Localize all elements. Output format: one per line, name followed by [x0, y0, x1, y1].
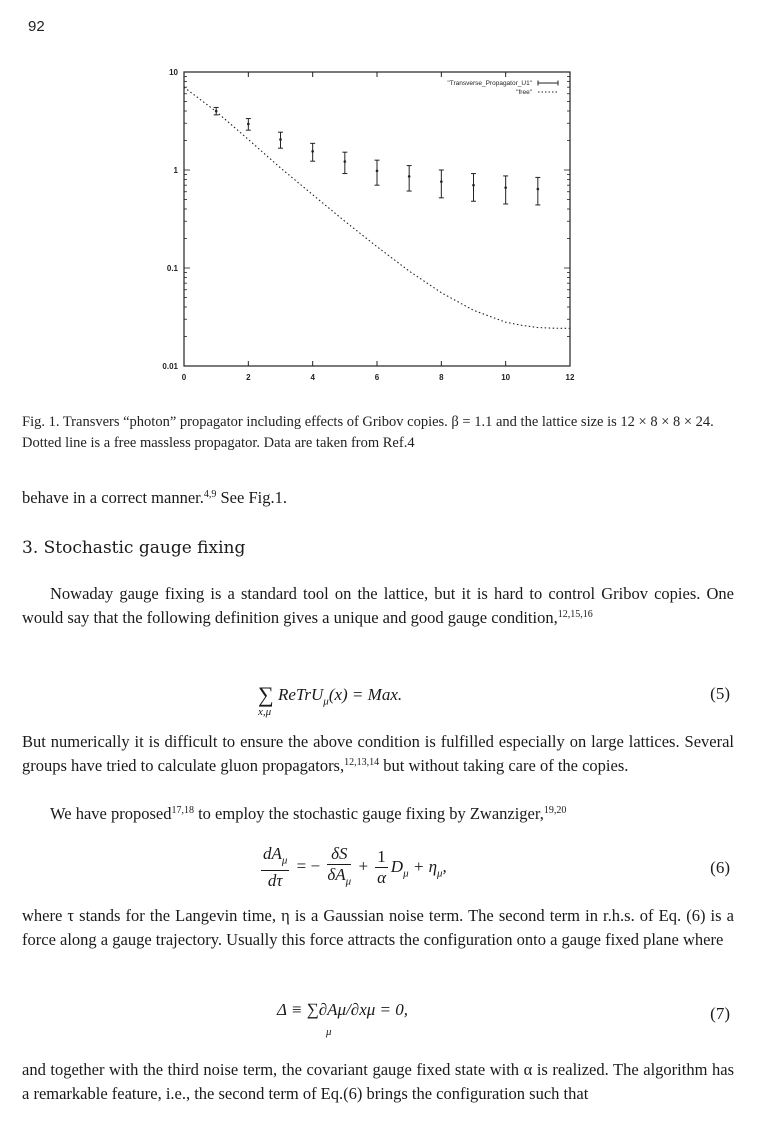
legend-label: "Transverse_Propagator_U1" — [447, 80, 532, 87]
x-tick-label: 10 — [501, 373, 511, 382]
eq7-body: Δ ≡ ∑∂Aμ/∂xμ = 0, — [277, 1000, 409, 1019]
data-point — [344, 160, 347, 163]
data-point — [440, 180, 443, 183]
x-tick-label: 8 — [439, 373, 444, 382]
equation-5 — [22, 676, 734, 716]
data-point — [279, 138, 282, 141]
paragraph-text: behave in a correct manner. — [22, 488, 204, 507]
citation-ref: 4,9 — [203, 489, 217, 500]
x-tick-label: 0 — [181, 373, 187, 382]
y-tick-label: 0.01 — [162, 362, 178, 371]
paragraph-gauge-fixing — [22, 582, 734, 630]
y-tick-label: 1 — [173, 166, 178, 175]
equation-6: $\frac{dA_\mu}{d\tau}$ = − $\frac{\delta S}{\delta A_\mu}$ + $\frac{1}{\alpha}$ $D_\mu + \eta_\mu$, (6) — [263, 844, 730, 891]
data-point — [408, 175, 411, 178]
paragraph-text: We have proposed — [50, 804, 172, 823]
legend-label: "free" — [516, 89, 532, 96]
paragraph-langevin: where τ stands for the Langevin time, η is a Gaussian noise term. The second term in r.h.s. of Eq. (6) is a force along a gauge trajectory. Usually this force attracts the configuration onto a gauge fixed plane where — [22, 906, 734, 949]
citation-ref: 12,15,16 — [557, 609, 593, 620]
eq5-lhs: ReTrU — [277, 685, 324, 704]
propagator-figure — [150, 62, 590, 392]
citation-ref: 19,20 — [543, 805, 567, 816]
data-point — [247, 123, 250, 126]
eq7-sum-index: μ — [326, 1026, 332, 1038]
eq5-subscript: μ — [323, 695, 329, 708]
eq6-fraction-alpha: $\frac{1}{\alpha}$ — [377, 847, 386, 888]
equation-number: (6) — [710, 858, 730, 877]
free-propagator-line — [184, 87, 570, 328]
paragraph-text: but without taking care of the copies. — [379, 756, 629, 775]
data-point — [504, 186, 507, 189]
paragraph-numerical — [22, 730, 734, 778]
paragraph-proposal — [22, 802, 734, 826]
eq6-fraction-dS: $\frac{\delta S}{\delta A_\mu}$ — [327, 844, 352, 888]
x-tick-label: 2 — [246, 373, 251, 382]
paragraph-continuation — [22, 486, 734, 510]
data-point — [376, 170, 379, 173]
paragraph-text: to employ the stochastic gauge fixing by Zwanziger, — [193, 804, 544, 823]
paragraph-text: But numerically it is difficult to ensure the above condition is fulfilled especially on large lattices. Several groups have tried to calculate gluon propagators, — [22, 732, 734, 775]
paragraph-algorithm: and together with the third noise term, the covariant gauge fixed state with α is realized. The algorithm has a remarkable feature, i.e., the second term of Eq.(6) brings the configuration such that — [22, 1060, 734, 1103]
y-tick-label: 0.1 — [166, 264, 178, 273]
data-point — [472, 184, 475, 187]
eq6-fraction-dA: $\frac{dA_\mu}{d\tau}$ — [263, 844, 288, 891]
x-tick-label: 6 — [374, 373, 380, 382]
eq5-sum-index: x,μ — [258, 706, 272, 718]
propagator-chart — [150, 62, 590, 392]
sum-symbol: ∑ — [258, 682, 274, 707]
equation-number: (5) — [710, 684, 730, 703]
eq5-rhs: (x) = Max. — [328, 685, 403, 704]
x-tick-label: 12 — [565, 373, 575, 382]
equation-number: (7) — [710, 1004, 730, 1023]
plot-frame — [184, 72, 570, 366]
figure-caption: Fig. 1. Transvers “photon” propagator including effects of Gribov copies. β = 1.1 and the lattice size is 12 × 8 × 8 × 24. Dotted line is a free massless propagator. Data are taken from Ref.4 — [22, 414, 714, 451]
citation-ref: 17,18 — [171, 805, 194, 816]
equation-7 — [22, 996, 734, 1036]
citation-ref: 12,13,14 — [344, 757, 380, 768]
data-point — [215, 110, 218, 113]
y-tick-label: 10 — [169, 68, 178, 77]
page-number: 92 — [28, 18, 45, 35]
data-point — [537, 188, 540, 191]
x-tick-label: 4 — [310, 373, 315, 382]
data-point — [311, 150, 314, 153]
section-title: 3. Stochastic gauge fixing — [22, 538, 246, 558]
paragraph-text: See Fig.1. — [216, 488, 287, 507]
paragraph-text: Nowaday gauge fixing is a standard tool on the lattice, but it is hard to control Gribov copies. One would say that the following definition gives a unique and good gauge condition, — [22, 584, 734, 627]
